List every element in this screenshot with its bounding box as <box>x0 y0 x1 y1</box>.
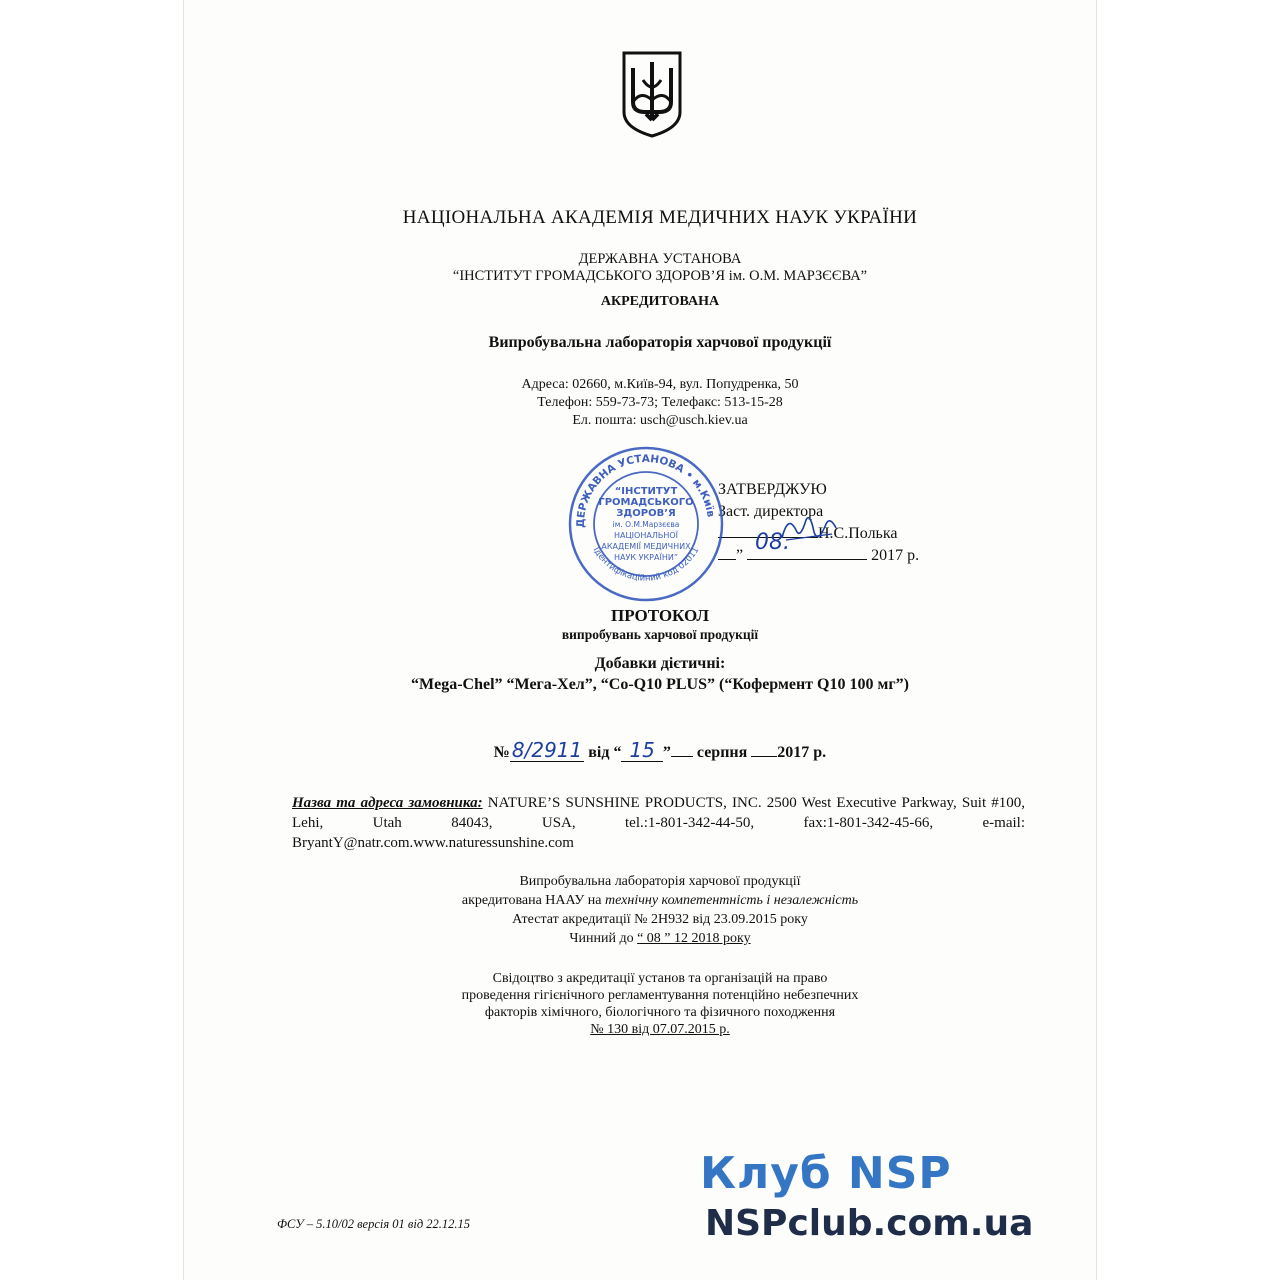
approval-name: Н.С.Полька <box>818 525 898 542</box>
stamp-inner-line: НАУК УКРАЇНИ” <box>614 553 678 562</box>
stamp-inner-line: “ІНСТИТУТ <box>614 486 678 497</box>
stamp-inner-line: АКАДЕМІЇ МЕДИЧНИХ <box>601 542 691 551</box>
laboratory-name: Випробувальна лабораторія харчової продукції <box>488 334 832 351</box>
phone-line: Телефон: 559-73-73; Телефакс: 513-15-28 <box>537 395 783 410</box>
svg-text:Ідентифікаційний код 02011 <box>591 546 702 584</box>
month-text: серпня <box>696 744 748 761</box>
supplements-label: Добавки дієтичні: <box>594 655 726 672</box>
accreditation-line-3: Атестат акредитації № 2Н932 від 23.09.2015 року <box>512 912 808 927</box>
accreditation-status: АКРЕДИТОВАНА <box>600 294 720 309</box>
certificate-line-2: проведення гігієнічного регламентування потенційно небезпечних <box>461 988 859 1003</box>
stamp-bottom-text: Ідентифікаційний код 02011 <box>590 545 702 584</box>
contact-block <box>300 376 1020 430</box>
stamp-inner-line: ГРОМАДСЬКОГО <box>598 497 694 508</box>
form-code: ФСУ – 5.10/02 версія 01 від 22.12.15 <box>277 1217 471 1231</box>
from-label: від <box>588 744 610 761</box>
approval-position: Заст. директора <box>718 503 824 520</box>
day-open-quote: “ <box>613 744 622 761</box>
academy-name: НАЦІОНАЛЬНА АКАДЕМІЯ МЕДИЧНИХ НАУК УКРАЇНИ <box>402 207 918 228</box>
protocol-subtitle: випробувань харчової продукції <box>561 627 759 642</box>
certificate-line-1: Свідоцтво з акредитації установ та організацій на право <box>492 971 828 986</box>
customer-block <box>292 793 1025 853</box>
number-prefix: № <box>493 744 510 761</box>
protocol-number-handwritten: 8/2911 <box>511 738 583 762</box>
accreditation-line-1: Випробувальна лабораторія харчової продукції <box>519 874 801 889</box>
accreditation-line-2-prefix: акредитована НААУ на <box>461 893 606 908</box>
institution-name: “ІНСТИТУТ ГРОМАДСЬКОГО ЗДОРОВ’Я ім. О.М. МАРЗЄЄВА” <box>452 268 868 284</box>
stamp-inner-line: ЗДОРОВ’Я <box>616 508 676 519</box>
day-close-quote: ” <box>662 744 671 761</box>
approval-date-handwritten: 08. <box>755 530 790 555</box>
stamp-inner-line: ім. О.М.Марзєєва <box>612 520 680 529</box>
stamp-outer-text: ДЕРЖАВНА УСТАНОВА • м.Київ <box>574 452 717 528</box>
customer-label: Назва та адреса замовника: <box>292 795 483 811</box>
protocol-title: ПРОТОКОЛ <box>610 606 709 625</box>
address-line: Адреса: 02660, м.Київ-94, вул. Попудренка, 50 <box>521 377 799 392</box>
accreditation-block <box>300 872 1020 948</box>
approval-date-line <box>718 545 919 567</box>
stamp-seal-icon <box>566 444 726 604</box>
customer-text: NATURE’S SUNSHINE PRODUCTS, INC. 2500 West Executive Parkway, Suit #100, Lehi, Utah 84043, USA, tel.:1-801-342-44-50, fax:1-801-342-45-66, e-mail: BryantY@natr.com.www.naturessunshine.com <box>292 795 1026 851</box>
certificate-line-3: факторів хімічного, біологічного та фізичного походження <box>484 1005 836 1020</box>
watermark-site-url[interactable]: NSPclub.com.ua <box>705 1203 1034 1244</box>
certificate-block <box>300 970 1020 1038</box>
accreditation-line-4 <box>300 929 1020 948</box>
accreditation-valid-date: “ 08 ” 12 2018 року <box>637 931 751 946</box>
watermark-club-name: Клуб NSP <box>700 1148 952 1199</box>
approval-title: ЗАТВЕРДЖУЮ <box>718 481 827 498</box>
approval-year: 2017 р. <box>871 547 920 564</box>
protocol-year: 2017 р. <box>777 744 827 761</box>
institution-type: ДЕРЖАВНА УСТАНОВА <box>578 251 742 267</box>
email-line: Ел. пошта: usch@usch.kiev.ua <box>572 413 748 428</box>
accreditation-line-2 <box>300 891 1020 910</box>
day-handwritten: 15 <box>629 738 655 762</box>
products-line: “Mega-Chel” “Мега-Хел”, “Co-Q10 PLUS” (“Кофермент Q10 100 мг”) <box>411 676 909 693</box>
certificate-number: № 130 від 07.07.2015 р. <box>590 1022 730 1037</box>
protocol-number-line <box>300 738 1020 762</box>
accreditation-line-4-prefix: Чинний до <box>569 931 638 946</box>
approval-date-quote: ” <box>736 547 744 564</box>
trident-emblem-icon <box>621 50 683 138</box>
certificate-line-4 <box>300 1021 1020 1038</box>
stamp-inner-line: НАЦІОНАЛЬНОЇ <box>613 531 679 540</box>
accreditation-line-2-italic: технічну компетентність і незалежність <box>605 893 859 908</box>
institution-stamp <box>566 444 726 604</box>
